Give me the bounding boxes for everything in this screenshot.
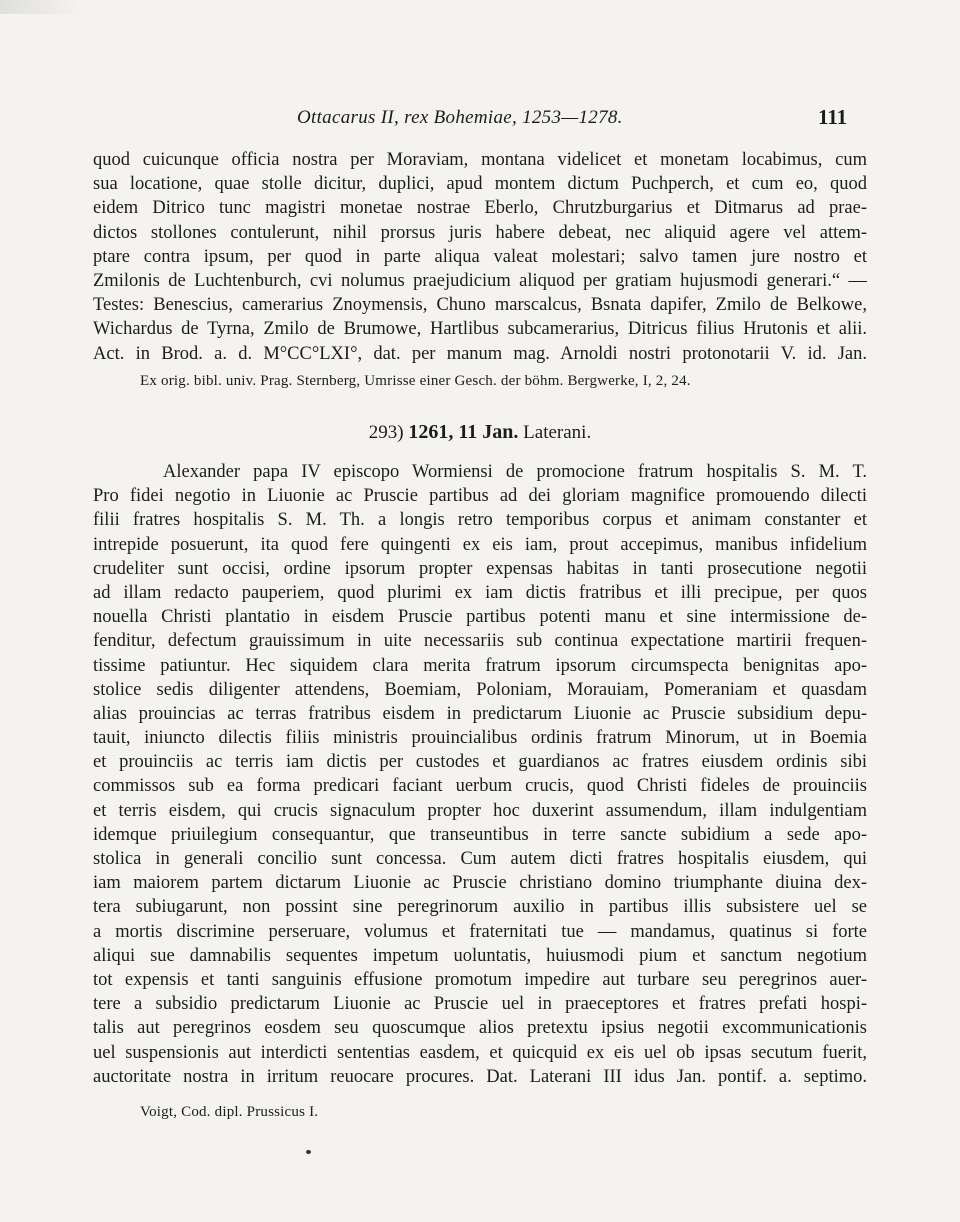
document-heading (0, 421, 960, 444)
source-citation: Voigt, Cod. dipl. Prussicus I. (140, 1104, 319, 1120)
text-line: dictos stollones contulerunt, nihil prorsus juris habere debeat, nec aliquid agere vel attem- (93, 222, 867, 243)
text-line: Zmilonis de Luchtenburch, cvi nolumus praejudicium aliquod per gratiam hujusmodi generari.“ — (93, 270, 867, 291)
text-line: tissime patiuntur. Hec siquidem clara merita fratrum ipsorum circumspecta benignitas apo- (93, 655, 867, 676)
text-line: sua locatione, quae stolle dicitur, duplici, apud montem dictum Puchperch, et cum eo, quod (93, 174, 867, 195)
text-line: ptare contra ipsum, per quod in parte aliqua valeat molestari; salvo tamen jure nostro et (93, 246, 867, 267)
text-line: tera subiugarunt, non possint sine peregrinorum auxilio in partibus illis subsistere uel se (93, 897, 867, 918)
text-line: intrepide posuerunt, ita quod fere quingenti ex eis iam, prout accepimus, manibus infidelium (93, 534, 867, 555)
text-line: idemque priuilegium consequantur, que transeuntibus in terre sancte subidium a sede apo- (93, 824, 867, 845)
document-number: 293) (368, 422, 404, 443)
text-line: iam maiorem partem dictarum Liuonie ac Pruscie christiano domino triumphante diuina dex- (93, 873, 867, 894)
document-place: Laterani. (523, 422, 592, 443)
text-line: Act. in Brod. a. d. M°CC°LXI°, dat. per manum mag. Arnoldi nostri protonotarii V. id. Jan. (93, 343, 867, 364)
text-line: Testes: Benescius, camerarius Znoymensis, Chuno marscalcus, Bsnata dapifer, Zmilo de Belkowe, (93, 295, 867, 316)
summary-line: Alexander papa IV episcopo Wormiensi de promocione fratrum hospitalis S. M. T. (163, 462, 867, 482)
text-line: talis aut peregrinos eosdem seu quoscumque alios pretextu ipsius negotii excommunicationis (93, 1018, 867, 1039)
text-line: stolica in generali concilio sunt concessa. Cum autem dicti fratres hospitalis eiusdem, qui (93, 849, 867, 869)
scan-smudge (0, 0, 80, 14)
text-line: crudeliter sunt occisi, ordine ipsorum propter expensas habitas in tanti prosecutione negotii (93, 558, 867, 579)
text-line: Pro fidei negotio in Liuonie ac Pruscie partibus ad dei gloriam magnifice promouendo dilecti (93, 486, 867, 507)
ink-speck (306, 1150, 311, 1154)
page-number: 111 (818, 105, 848, 129)
text-line: aliqui sue damnabilis sequentes impetum uoluntatis, huiusmodi pium et sanctum negotium (93, 945, 867, 966)
text-line: commissos sub ea forma predicari faciant uerbum crucis, quod Christi fideles de prouinciis (93, 776, 867, 797)
text-line: tere a subsidio predictarum Liuonie ac Pruscie uel in praeceptores et fratres prefati hospi- (93, 994, 867, 1015)
text-line: stolice sedis diligenter attendens, Boemiam, Poloniam, Morauiam, Pomeraniam et quasdam (93, 679, 867, 700)
text-line: alias prouincias ac terras fratribus eisdem in predictarum Liuonie ac Pruscie subsidium depu- (93, 703, 867, 724)
text-line: et terris eisdem, qui crucis signaculum propter hoc duxerint assumendum, illam indulgentiam (93, 800, 867, 821)
text-line: Wichardus de Tyrna, Zmilo de Brumowe, Hartlibus subcamerarius, Ditricus filius Hrutonis et alii. (93, 319, 867, 340)
text-line: uel suspensionis aut interdicti sententias easdem, et quicquid ex eis uel ob ipsas secutum fuerit, (93, 1042, 867, 1063)
source-citation: Ex orig. bibl. univ. Prag. Sternberg, Umrisse einer Gesch. der böhm. Bergwerke, I, 2, 24. (140, 373, 691, 389)
text-line: a mortis discrimine perseruare, volumus et fraternitati tue — mandamus, quatinus si forte (93, 921, 867, 942)
text-line: tot expensis et tanti sanguinis effusione promotum impedire aut turbare seu peregrinos auer- (93, 969, 867, 990)
text-line: nouella Christi plantatio in eisdem Pruscie partibus potenti manu et sine intermissione de- (93, 607, 867, 628)
text-line: et prouinciis ac terris iam dictis per custodes et guardianos ac fratres eiusdem ordinis sibi (93, 752, 867, 773)
text-line: filii fratres hospitalis S. M. Th. a longis retro temporibus corpus et animam constanter et (93, 510, 867, 531)
document-date: 1261, 11 Jan. (408, 421, 519, 443)
text-line: auctoritate nostra in irritum reuocare procures. Dat. Laterani III idus Jan. pontif. a. septimo. (93, 1066, 867, 1087)
running-title: Ottacarus II, rex Bohemiae, 1253—1278. (297, 107, 623, 128)
text-line: eidem Ditrico tunc magistri monetae nostrae Eberlo, Chrutzburgarius et Ditmarus ad prae- (93, 198, 867, 219)
charter-text-block (93, 148, 867, 366)
papal-letter-text-block (93, 460, 867, 1089)
text-line: ad illam redacto pauperiem, quod plurimi ex iam dictis fratribus et illi precipue, per quos (93, 582, 867, 603)
text-line: quod cuicunque officia nostra per Moraviam, montana videlicet et monetam locabimus, cum (93, 150, 867, 170)
text-line: fenditur, defectum grauissimum in uite necessariis sub continua expectatione martirii frequen- (93, 631, 867, 652)
text-line: tauit, iniuncto dilectis filiis ministris prouincialibus ordinis fratrum Minorum, ut in Boemia (93, 728, 867, 749)
